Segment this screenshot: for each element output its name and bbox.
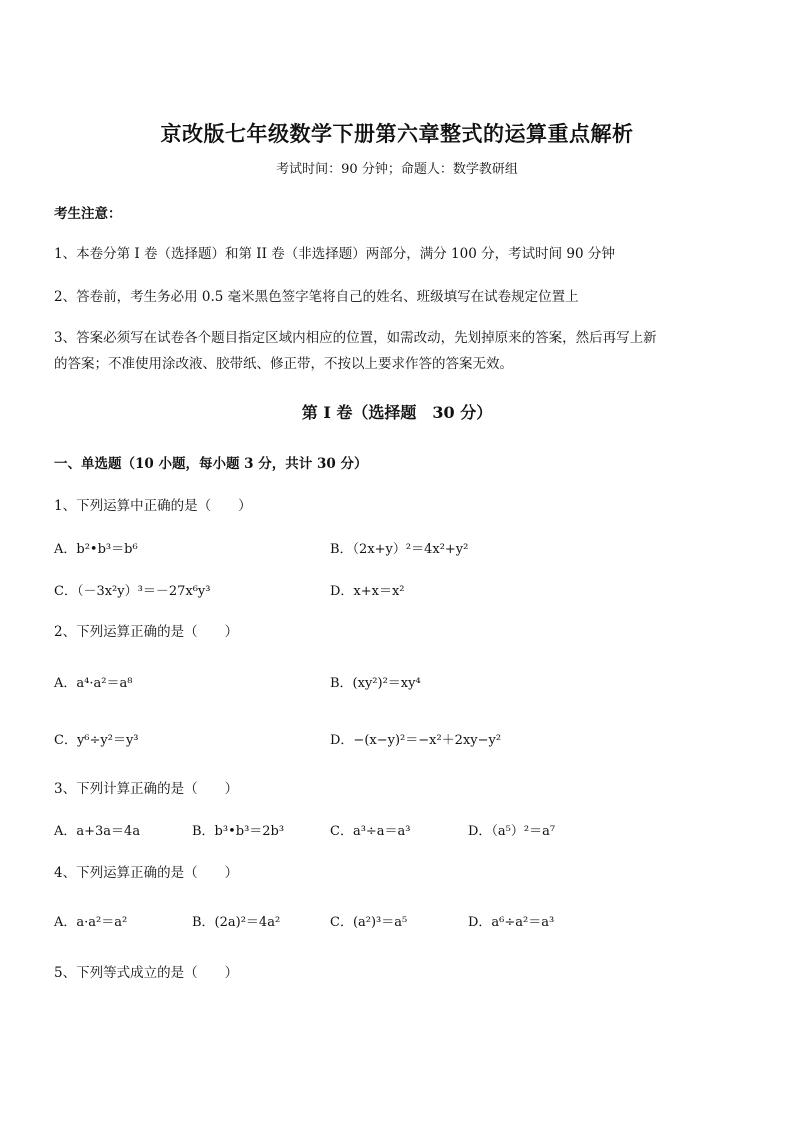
question-stem: 2、下列运算正确的是（ ） [54,624,239,640]
option-d: D．−(x−y)²＝−x²＋2xy−y² [330,733,502,748]
option-d: D．x+x＝x² [330,584,405,599]
section-title: 第 I 卷（选择题 30 分） [301,403,493,422]
option-c: C．y⁶÷y²＝y³ [54,733,139,748]
question-stem: 3、下列计算正确的是（ ） [54,781,239,797]
part-heading: 一、单选题（10 小题，每小题 3 分，共计 30 分） [54,456,368,472]
notice-item: 3、答案必须写在试卷各个题目指定区域内相应的位置，如需改动，先划掉原来的答案，然后再写上新 [54,330,657,346]
option-a: A．a⁴·a²＝a⁸ [54,676,133,691]
option-b: B．b³•b³＝2b³ [192,824,285,839]
exam-info: 考试时间：90 分钟；命题人：数学教研组 [276,162,518,177]
option-b: B．(xy²)²＝xy⁴ [330,676,421,691]
notice-item: 1、本卷分第 I 卷（选择题）和第 II 卷（非选择题）两部分，满分 100 分，考试时间 90 分钟 [54,246,615,262]
question-stem: 5、下列等式成立的是（ ） [54,965,239,981]
question-stem: 1、下列运算中正确的是（ ） [54,498,252,514]
notice-item: 2、答卷前，考生务必用 0.5 毫米黑色签字笔将自己的姓名、班级填写在试卷规定位置上 [54,289,579,305]
option-a: A．b²•b³＝b⁶ [54,542,138,557]
option-c: C．（－3x²y）³＝－27x⁶y³ [54,584,211,599]
option-b: B．(2a)²＝4a² [192,915,281,930]
option-a: A．a·a²＝a² [54,915,128,930]
question-stem: 4、下列运算正确的是（ ） [54,865,239,881]
option-a: A．a+3a＝4a [54,824,141,839]
option-d: D．（a⁵）²＝a⁷ [468,824,556,839]
option-c: C．a³÷a＝a³ [330,824,411,839]
option-c: C．(a²)³＝a⁵ [330,915,408,930]
option-d: D．a⁶÷a²＝a³ [468,915,555,930]
notice-item: 的答案；不准使用涂改液、胶带纸、修正带，不按以上要求作答的答案无效。 [54,356,513,372]
notice-heading: 考生注意： [54,206,122,222]
option-b: B．（2x+y）²＝4x²+y² [330,542,469,557]
page-title: 京改版七年级数学下册第六章整式的运算重点解析 [160,121,634,146]
